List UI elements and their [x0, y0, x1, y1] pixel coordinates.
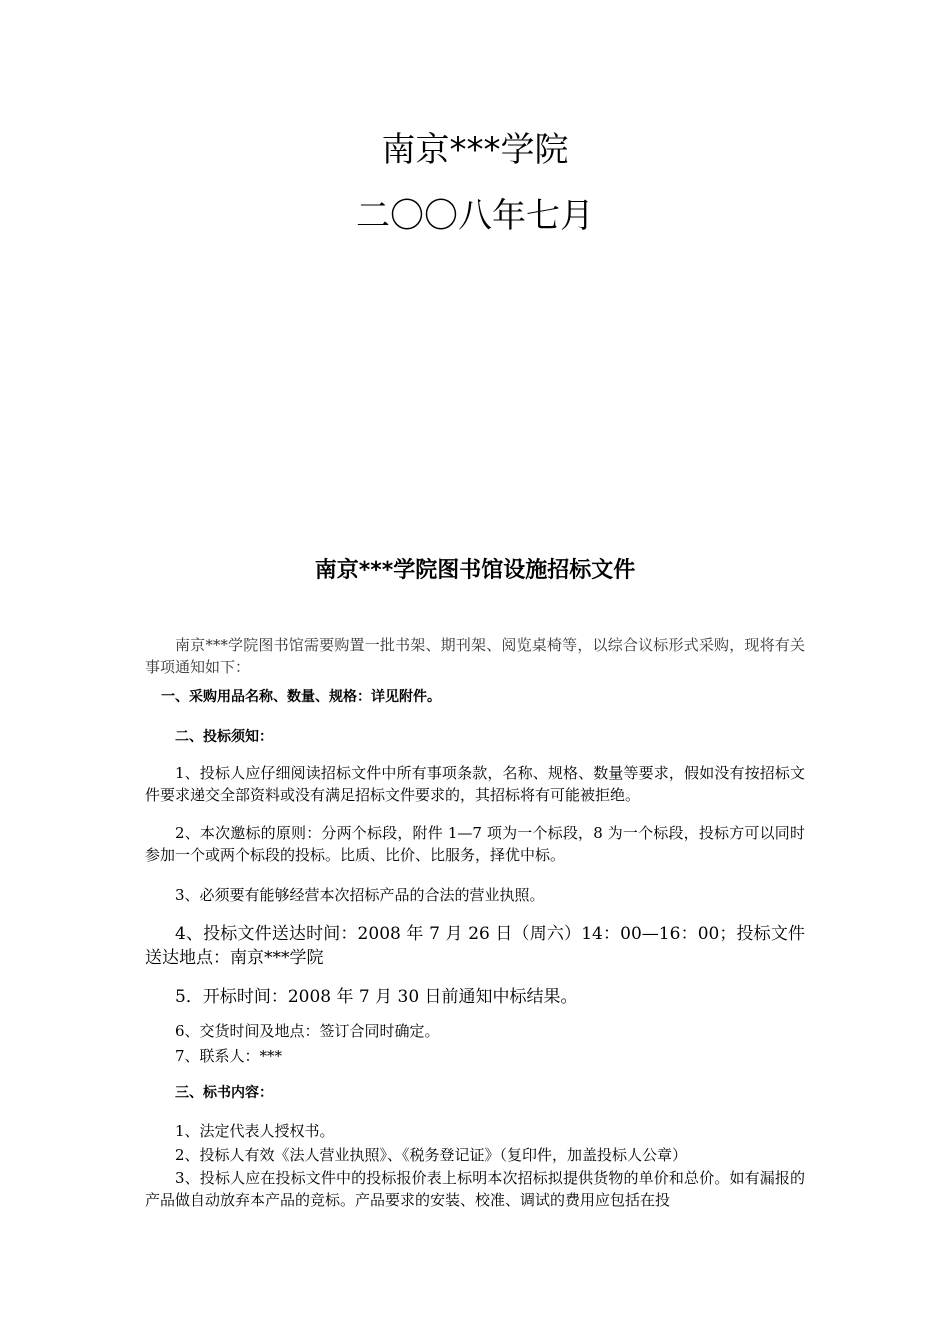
section-2-item-3: 3、必须要有能够经营本次招标产品的合法的营业执照。	[175, 886, 545, 904]
section-2-item-7: 7、联系人：***	[175, 1047, 283, 1065]
section-2-item-2: 2、本次邀标的原则：分两个标段，附件 1—7 项为一个标段，8 为一个标段，投标方可以同时参加一个或两个标段的投标。比质、比价、比服务，择优中标。	[145, 824, 805, 864]
section-2-item-6: 6、交货时间及地点：签订合同时确定。	[175, 1022, 440, 1040]
section-3-heading: 三、标书内容：	[175, 1085, 273, 1101]
intro-paragraph: 南京***学院图书馆需要购置一批书架、期刊架、阅览桌椅等，以综合议标形式采购，现将有关事项通知如下：	[145, 636, 805, 676]
section-2-heading: 二、投标须知：	[175, 729, 273, 745]
section-2-item-1: 1、投标人应仔细阅读招标文件中所有事项条款，名称、规格、数量等要求，假如没有按招标文件要求递交全部资料或没有满足招标文件要求的，其招标将有可能被拒绝。	[145, 764, 805, 804]
document-title: 南京***学院图书馆设施招标文件	[314, 558, 636, 583]
section-3-item-1: 1、法定代表人授权书。	[175, 1122, 335, 1140]
cover-date: 二〇〇八年七月	[356, 196, 594, 236]
section-2-item-5: 5．开标时间：2008 年 7 月 30 日前通知中标结果。	[175, 987, 578, 1007]
cover-organization: 南京***学院	[381, 130, 569, 170]
section-3-item-2: 2、投标人有效《法人营业执照》、《税务登记证》（复印件，加盖投标人公章）	[175, 1146, 688, 1164]
section-3-item-3: 3、投标人应在投标文件中的投标报价表上标明本次招标拟提供货物的单价和总价。如有漏报的产品做自动放弃本产品的竞标。产品要求的安装、校准、调试的费用应包括在投	[145, 1169, 805, 1209]
section-2-item-4: 4、投标文件送达时间：2008 年 7 月 26 日（周六）14：00—16：00；投标文件送达地点：南京***学院	[145, 924, 805, 968]
section-1-heading: 一、采购用品名称、数量、规格：详见附件。	[161, 689, 441, 705]
